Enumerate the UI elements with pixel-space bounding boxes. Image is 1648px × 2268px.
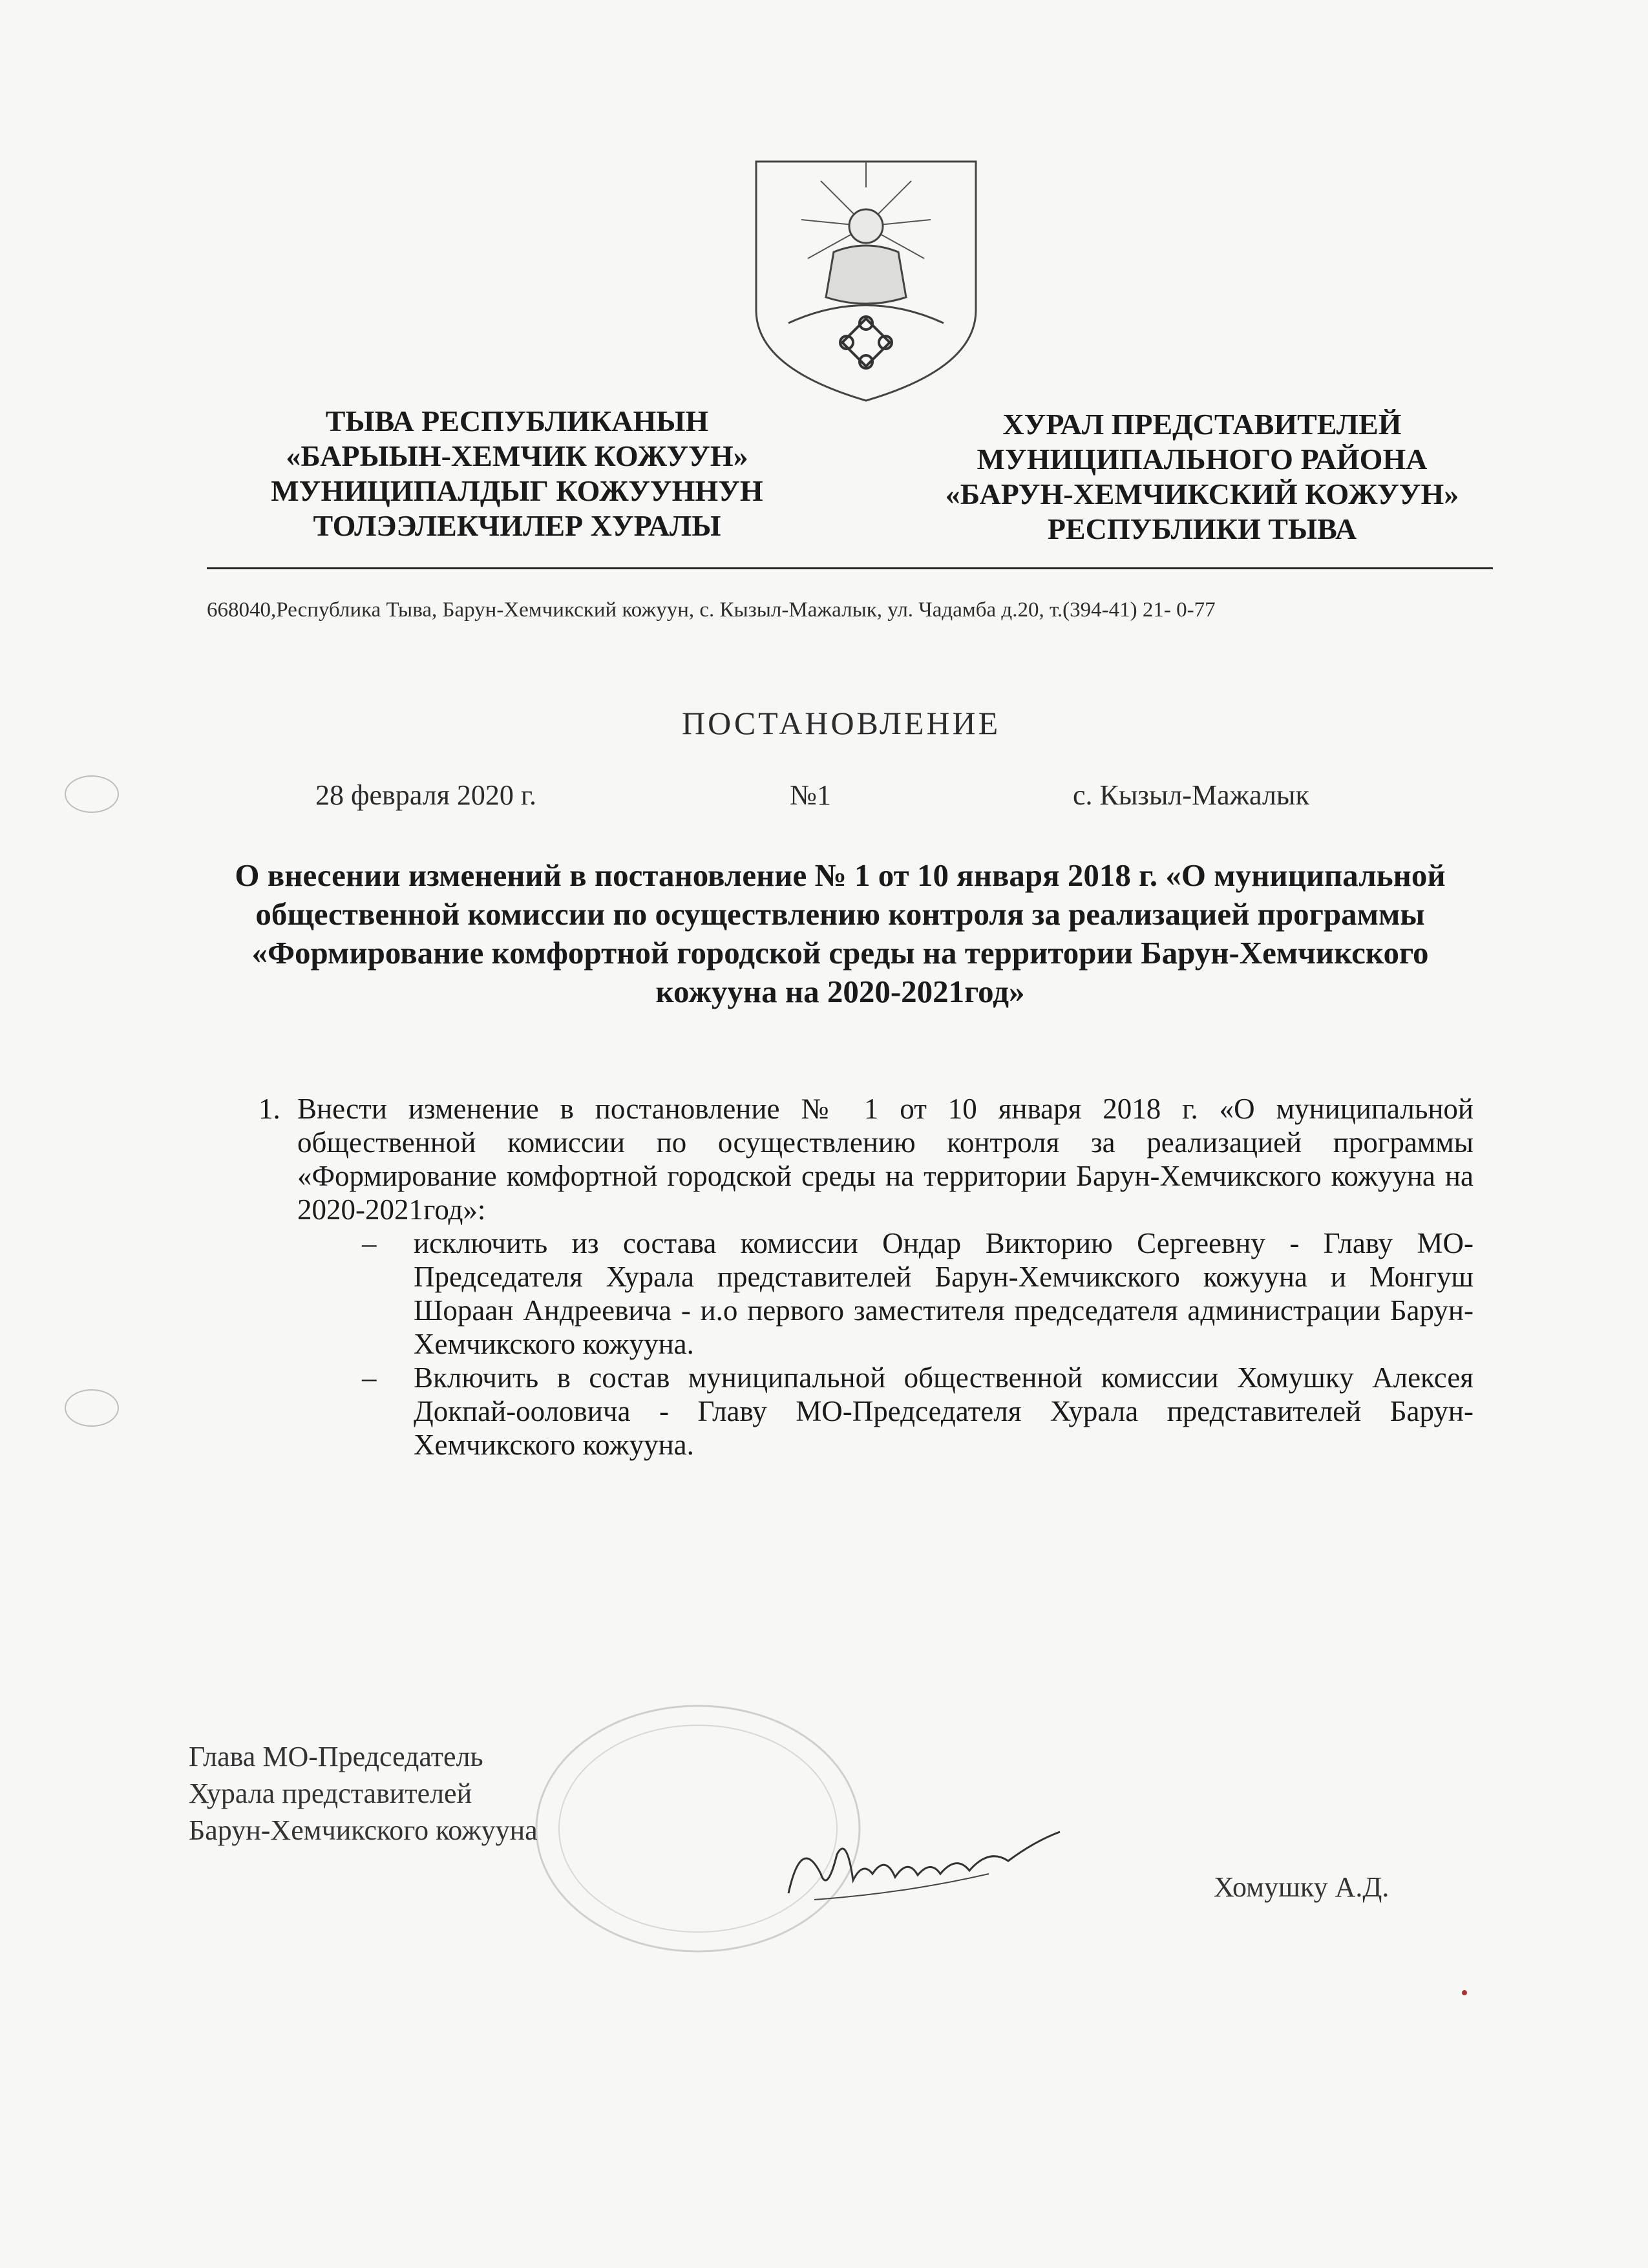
document-subject: О внесении изменений в постановление № 1 от 10 января 2018 г. «О муниципальной общественной комиссии по осуществлению контроля за реализацией программы «Формирование комфортной городской среды на территории Барун-Хемчикского кожууна на 2020-2021год» <box>235 857 1446 1009</box>
header-left-line: ТОЛЭЭЛЕКЧИЛЕР ХУРАЛЫ <box>313 509 721 542</box>
signatory-title-line: Глава МО-Председатель <box>189 1741 483 1772</box>
header-divider <box>207 567 1493 569</box>
header-left-line: «БАРЫЫН-ХЕМЧИК КОЖУУН» <box>286 439 748 472</box>
signatory-title <box>189 1738 538 1849</box>
signatory-name: Хомушку А.Д. <box>1214 1871 1389 1903</box>
subitem-text: Включить в состав муниципальной общественной комиссии Хомушку Алексея Докпай-ооловича - Главу МО-Председателя Хурала представителей Барун-Хемчикского кожууна. <box>414 1361 1474 1461</box>
header-right-line: РЕСПУБЛИКИ ТЫВА <box>1047 512 1357 545</box>
dash-bullet: – <box>362 1227 377 1259</box>
dash-bullet: – <box>362 1361 377 1394</box>
signatory-title-line: Барун-Хемчикского кожууна <box>189 1814 538 1846</box>
signatory-title-line: Хурала представителей <box>189 1778 472 1809</box>
ink-speck <box>1462 1990 1467 1995</box>
resolution-subitem <box>362 1226 1474 1361</box>
resolution-items <box>259 1092 1474 1462</box>
item-number: 1. <box>259 1093 280 1125</box>
punch-hole <box>65 775 119 813</box>
handwritten-signature <box>776 1796 1086 1926</box>
header-left-block <box>220 404 814 543</box>
coat-of-arms-emblem <box>737 149 995 407</box>
document-number: №1 <box>790 779 831 811</box>
subitem-text: исключить из состава комиссии Ондар Викторию Сергеевну - Главу МО-Председателя Хурала представителей Барун-Хемчикского кожууна и Монгуш Шораан Андреевича - и.о первого заместителя председателя администрации Барун-Хемчикского кожууна. <box>414 1227 1474 1360</box>
header-right-block <box>879 407 1525 547</box>
document-place: с. Кызыл-Мажалык <box>1073 779 1309 811</box>
document-date: 28 февраля 2020 г. <box>315 779 537 811</box>
document-title: ПОСТАНОВЛЕНИЕ <box>682 705 1001 741</box>
punch-hole <box>65 1389 119 1427</box>
resolution-item <box>259 1092 1474 1226</box>
header-right-line: МУНИЦИПАЛЬНОГО РАЙОНА <box>977 443 1428 476</box>
header-right-line: ХУРАЛ ПРЕДСТАВИТЕЛЕЙ <box>1002 408 1402 441</box>
header-left-line: ТЫВА РЕСПУБЛИКАНЫН <box>325 404 709 437</box>
address-line: 668040,Республика Тыва, Барун-Хемчикский кожуун, с. Кызыл-Мажалык, ул. Чадамба д.20, т.(394-41) 21- 0-77 <box>207 598 1216 622</box>
header-right-line: «БАРУН-ХЕМЧИКСКИЙ КОЖУУН» <box>945 478 1459 510</box>
header-left-line: МУНИЦИПАЛДЫГ КОЖУУННУН <box>271 474 763 507</box>
resolution-subitem <box>362 1361 1474 1462</box>
resolution-subitems <box>362 1226 1474 1462</box>
item-text: Внести изменение в постановление № 1 от 10 января 2018 г. «О муниципальной общественной комиссии по осуществлению контроля за реализацией программы «Формирование комфортной городской среды на территории Барун-Хемчикского кожууна на 2020-2021год»: <box>297 1093 1474 1226</box>
